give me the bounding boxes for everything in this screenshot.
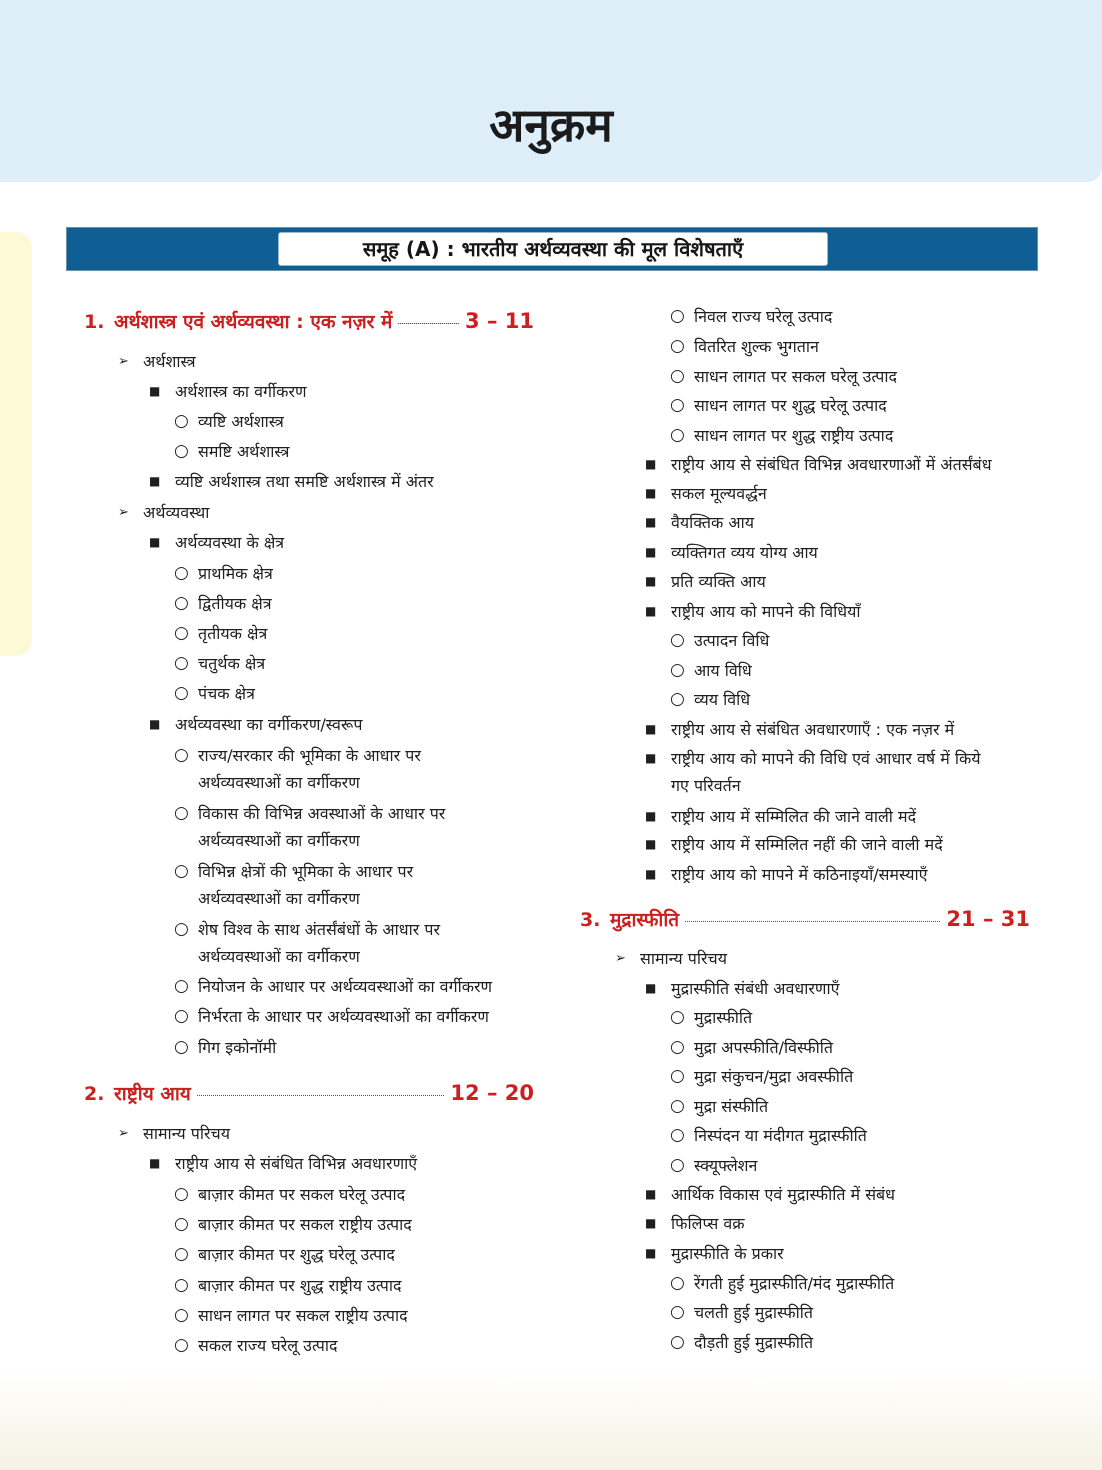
toc-entry-text: व्यक्तिगत व्यय योग्य आय: [671, 543, 818, 562]
circle-bullet-icon: ○: [174, 411, 189, 431]
toc-entry[interactable]: [645, 745, 981, 795]
square-bullet-icon: ■: [645, 722, 657, 736]
chapter-title: अर्थशास्त्र एवं अर्थव्यवस्था : एक नज़र में: [114, 311, 393, 333]
toc-entry[interactable]: [670, 1122, 867, 1149]
toc-entry[interactable]: [645, 1240, 784, 1267]
toc-entry-text: बाज़ार कीमत पर शुद्ध घरेलू उत्पाद: [198, 1245, 395, 1264]
toc-entry[interactable]: [670, 1004, 753, 1031]
toc-entry-text: बाज़ार कीमत पर शुद्ध राष्ट्रीय उत्पाद: [198, 1276, 402, 1295]
toc-entry-text: मुद्रास्फीति के प्रकार: [671, 1244, 784, 1263]
header-band: [0, 0, 1102, 182]
toc-entry[interactable]: [174, 680, 255, 707]
toc-entry[interactable]: [645, 861, 928, 888]
square-bullet-icon: ■: [149, 474, 161, 488]
toc-entry-text: वितरित शुल्क भुगतान: [694, 337, 819, 356]
toc-entry[interactable]: [174, 1241, 395, 1268]
toc-entry-text: निस्पंदन या मंदीगत मुद्रास्फीति: [694, 1126, 867, 1145]
toc-entry-text: राष्ट्रीय आय से संबंधित अवधारणाएँ : एक नज़र में: [671, 720, 955, 739]
toc-entry[interactable]: [118, 499, 210, 526]
square-bullet-icon: ■: [149, 384, 161, 398]
chapter-title: मुद्रास्फीति: [610, 909, 680, 931]
circle-bullet-icon: ○: [174, 976, 189, 996]
toc-entry[interactable]: [174, 1181, 406, 1208]
toc-entry-text: चलती हुई मुद्रास्फीति: [694, 1303, 813, 1322]
chapter-2-heading[interactable]: [84, 1080, 534, 1106]
toc-entry-text: समष्टि अर्थशास्त्र: [198, 442, 290, 461]
toc-entry[interactable]: [174, 916, 441, 966]
square-bullet-icon: ■: [645, 457, 657, 471]
toc-entry-text: शेष विश्व के साथ अंतर्संबंधों के आधार पर: [198, 920, 441, 939]
toc-entry-text: नियोजन के आधार पर अर्थव्यवस्थाओं का वर्गीकरण: [198, 977, 493, 996]
arrow-bullet-icon: ➢: [118, 354, 129, 369]
circle-bullet-icon: ○: [174, 745, 189, 765]
toc-entry[interactable]: [645, 803, 917, 830]
toc-entry-text: सकल मूल्यवर्द्धन: [671, 484, 767, 503]
chapter-number: 1.: [84, 311, 105, 333]
circle-bullet-icon: ○: [174, 861, 189, 881]
circle-bullet-icon: ○: [174, 1305, 189, 1325]
toc-entry-text: प्राथमिक क्षेत्र: [198, 564, 273, 583]
toc-entry[interactable]: [174, 650, 266, 677]
toc-entry[interactable]: [645, 568, 766, 595]
circle-bullet-icon: ○: [670, 1302, 685, 1322]
toc-entry[interactable]: [149, 529, 285, 556]
toc-entry[interactable]: [670, 1034, 833, 1061]
toc-entry-text: साधन लागत पर शुद्ध घरेलू उत्पाद: [694, 396, 887, 415]
toc-entry-text: सामान्य परिचय: [640, 949, 727, 968]
toc-entry-text: प्रति व्यक्ति आय: [671, 572, 766, 591]
toc-entry[interactable]: [645, 975, 840, 1002]
toc-entry[interactable]: [174, 800, 446, 850]
circle-bullet-icon: ○: [174, 1037, 189, 1057]
toc-entry[interactable]: [118, 1120, 230, 1147]
chapter-title: राष्ट्रीय आय: [114, 1083, 191, 1105]
chapter-number: 2.: [84, 1083, 105, 1105]
circle-bullet-icon: ○: [174, 1275, 189, 1295]
circle-bullet-icon: ○: [670, 1066, 685, 1086]
side-tab: [0, 232, 32, 656]
toc-entry-text: दौड़ती हुई मुद्रास्फीति: [694, 1333, 814, 1352]
circle-bullet-icon: ○: [670, 630, 685, 650]
dot-leader: [398, 323, 459, 324]
circle-bullet-icon: ○: [670, 425, 685, 445]
square-bullet-icon: ■: [149, 535, 161, 549]
toc-entry-text: साधन लागत पर सकल राष्ट्रीय उत्पाद: [198, 1306, 408, 1325]
circle-bullet-icon: ○: [670, 336, 685, 356]
toc-entry[interactable]: [615, 945, 727, 972]
toc-entry-text: मुद्रा अपस्फीति/विस्फीति: [694, 1038, 833, 1057]
toc-entry-text-continued: गए परिवर्तन: [671, 776, 741, 795]
square-bullet-icon: ■: [645, 1246, 657, 1260]
toc-entry-text: आय विधि: [694, 661, 752, 680]
toc-entry-text: चतुर्थक क्षेत्र: [198, 654, 266, 673]
toc-entry-text: मुद्रास्फीति: [694, 1008, 753, 1027]
toc-entry-text: साधन लागत पर शुद्ध राष्ट्रीय उत्पाद: [694, 426, 894, 445]
chapter-pages: 3 – 11: [465, 309, 534, 333]
square-bullet-icon: ■: [645, 545, 657, 559]
circle-bullet-icon: ○: [174, 563, 189, 583]
toc-entry-text: राष्ट्रीय आय को मापने में कठिनाइयाँ/समस्याएँ: [671, 865, 928, 884]
toc-entry-text-continued: अर्थव्यवस्थाओं का वर्गीकरण: [198, 947, 360, 966]
toc-entry-text: विभिन्न क्षेत्रों की भूमिका के आधार पर: [198, 862, 414, 881]
square-bullet-icon: ■: [149, 717, 161, 731]
circle-bullet-icon: ○: [670, 1273, 685, 1293]
toc-entry-text: पंचक क्षेत्र: [198, 684, 255, 703]
circle-bullet-icon: ○: [174, 593, 189, 613]
toc-entry-text-continued: अर्थव्यवस्थाओं का वर्गीकरण: [198, 889, 360, 908]
toc-entry-text: मुद्रा संस्फीति: [694, 1097, 769, 1116]
toc-entry[interactable]: [670, 303, 833, 330]
toc-entry-text: राष्ट्रीय आय से संबंधित विभिन्न अवधारणाओं में अंतर्संबंध: [671, 455, 992, 474]
toc-entry-text: व्यष्टि अर्थशास्त्र तथा समष्टि अर्थशास्त्र में अंतर: [175, 472, 434, 491]
square-bullet-icon: ■: [645, 981, 657, 995]
toc-entry[interactable]: [670, 1299, 813, 1326]
toc-entry[interactable]: [149, 711, 363, 738]
page-title: अनुक्रम: [489, 98, 613, 152]
toc-entry[interactable]: [670, 363, 897, 390]
circle-bullet-icon: ○: [174, 1244, 189, 1264]
toc-entry[interactable]: [670, 1329, 814, 1356]
circle-bullet-icon: ○: [670, 1332, 685, 1352]
toc-entry[interactable]: [645, 716, 955, 743]
toc-entry-text: राष्ट्रीय आय को मापने की विधियाँ: [671, 602, 861, 621]
toc-entry-text: निर्भरता के आधार पर अर्थव्यवस्थाओं का वर्गीकरण: [198, 1007, 489, 1026]
chapter-pages: 21 – 31: [946, 907, 1030, 931]
toc-entry-text: अर्थव्यवस्था के क्षेत्र: [175, 533, 285, 552]
toc-entry-text: द्वितीयक क्षेत्र: [198, 594, 272, 613]
toc-entry[interactable]: [174, 438, 290, 465]
toc-entry[interactable]: [174, 620, 268, 647]
toc-entry-text: उत्पादन विधि: [694, 631, 770, 650]
toc-entry[interactable]: [174, 1211, 412, 1238]
group-heading: समूह (A) : भारतीय अर्थव्यवस्था की मूल विशेषताएँ: [278, 232, 828, 266]
toc-entry-text: अर्थव्यवस्था का वर्गीकरण/स्वरूप: [175, 715, 363, 734]
toc-entry[interactable]: [670, 657, 752, 684]
arrow-bullet-icon: ➢: [615, 951, 626, 966]
arrow-bullet-icon: ➢: [118, 505, 129, 520]
toc-entry[interactable]: [645, 451, 992, 478]
toc-entry-text: निवल राज्य घरेलू उत्पाद: [694, 307, 833, 326]
toc-entry[interactable]: [670, 333, 819, 360]
toc-entry-text: राष्ट्रीय आय को मापने की विधि एवं आधार वर्ष में किये: [671, 749, 981, 768]
toc-entry[interactable]: [645, 480, 767, 507]
toc-entry[interactable]: [174, 560, 273, 587]
square-bullet-icon: ■: [645, 486, 657, 500]
toc-entry[interactable]: [174, 742, 421, 792]
toc-entry[interactable]: [670, 422, 894, 449]
circle-bullet-icon: ○: [174, 441, 189, 461]
toc-entry-text: मुद्रा संकुचन/मुद्रा अवस्फीति: [694, 1067, 854, 1086]
circle-bullet-icon: ○: [670, 1155, 685, 1175]
circle-bullet-icon: ○: [174, 919, 189, 939]
toc-entry-text: राष्ट्रीय आय में सम्मिलित की जाने वाली मदें: [671, 807, 917, 826]
circle-bullet-icon: ○: [174, 623, 189, 643]
bottom-band: [0, 1370, 1102, 1470]
toc-entry[interactable]: [645, 598, 861, 625]
toc-entry[interactable]: [149, 1150, 418, 1177]
toc-entry-text: सकल राज्य घरेलू उत्पाद: [198, 1336, 338, 1355]
toc-entry[interactable]: [174, 590, 272, 617]
circle-bullet-icon: ○: [670, 1125, 685, 1145]
circle-bullet-icon: ○: [670, 366, 685, 386]
square-bullet-icon: ■: [645, 751, 657, 765]
toc-entry[interactable]: [174, 1332, 338, 1359]
circle-bullet-icon: ○: [174, 653, 189, 673]
toc-entry-text: व्यय विधि: [694, 690, 751, 709]
toc-entry-text-continued: अर्थव्यवस्थाओं का वर्गीकरण: [198, 831, 360, 850]
toc-entry-text: राज्य/सरकार की भूमिका के आधार पर: [198, 746, 421, 765]
toc-entry[interactable]: [174, 1302, 408, 1329]
dot-leader: [685, 921, 940, 922]
toc-entry[interactable]: [670, 1063, 854, 1090]
square-bullet-icon: ■: [645, 1187, 657, 1201]
toc-entry[interactable]: [645, 539, 818, 566]
toc-entry[interactable]: [645, 831, 943, 858]
circle-bullet-icon: ○: [174, 1335, 189, 1355]
toc-entry[interactable]: [670, 1270, 895, 1297]
chapter-number: 3.: [580, 909, 601, 931]
circle-bullet-icon: ○: [670, 306, 685, 326]
chapter-pages: 12 – 20: [450, 1081, 534, 1105]
toc-entry[interactable]: [174, 1003, 489, 1030]
circle-bullet-icon: ○: [670, 395, 685, 415]
toc-entry[interactable]: [149, 468, 434, 495]
toc-entry-text: अर्थव्यवस्था: [143, 503, 210, 522]
toc-entry-text: बाज़ार कीमत पर सकल घरेलू उत्पाद: [198, 1185, 406, 1204]
toc-entry-text: विकास की विभिन्न अवस्थाओं के आधार पर: [198, 804, 446, 823]
toc-entry[interactable]: [149, 378, 307, 405]
toc-entry-text: स्क्यूफ्लेशन: [694, 1156, 758, 1175]
toc-entry[interactable]: [118, 348, 196, 375]
square-bullet-icon: ■: [645, 867, 657, 881]
toc-entry[interactable]: [174, 1034, 277, 1061]
dot-leader: [197, 1095, 445, 1096]
circle-bullet-icon: ○: [670, 660, 685, 680]
toc-entry-text: अर्थशास्त्र: [143, 352, 196, 371]
toc-entry-text: फिलिप्स वक्र: [671, 1214, 745, 1233]
toc-entry-text: तृतीयक क्षेत्र: [198, 624, 268, 643]
circle-bullet-icon: ○: [670, 1096, 685, 1116]
toc-entry-text: बाज़ार कीमत पर सकल राष्ट्रीय उत्पाद: [198, 1215, 412, 1234]
toc-entry[interactable]: [670, 1152, 758, 1179]
toc-entry[interactable]: [645, 1181, 896, 1208]
square-bullet-icon: ■: [645, 1216, 657, 1230]
toc-entry[interactable]: [670, 686, 751, 713]
circle-bullet-icon: ○: [670, 1037, 685, 1057]
toc-entry[interactable]: [174, 858, 414, 908]
toc-entry[interactable]: [670, 627, 770, 654]
square-bullet-icon: ■: [645, 574, 657, 588]
toc-entry[interactable]: [174, 408, 284, 435]
toc-entry[interactable]: [645, 1210, 745, 1237]
toc-entry-text-continued: अर्थव्यवस्थाओं का वर्गीकरण: [198, 773, 360, 792]
circle-bullet-icon: ○: [174, 1214, 189, 1234]
toc-entry[interactable]: [670, 1093, 769, 1120]
toc-entry-text: वैयक्तिक आय: [671, 513, 755, 532]
circle-bullet-icon: ○: [174, 1184, 189, 1204]
toc-entry[interactable]: [670, 392, 887, 419]
toc-entry-text: मुद्रास्फीति संबंधी अवधारणाएँ: [671, 979, 840, 998]
circle-bullet-icon: ○: [174, 683, 189, 703]
chapter-3-heading[interactable]: [580, 906, 1030, 932]
chapter-1-heading[interactable]: [84, 308, 534, 334]
toc-entry-text: साधन लागत पर सकल घरेलू उत्पाद: [694, 367, 897, 386]
circle-bullet-icon: ○: [670, 689, 685, 709]
square-bullet-icon: ■: [149, 1156, 161, 1170]
square-bullet-icon: ■: [645, 837, 657, 851]
toc-entry[interactable]: [174, 973, 493, 1000]
circle-bullet-icon: ○: [174, 1006, 189, 1026]
toc-entry-text: अर्थशास्त्र का वर्गीकरण: [175, 382, 307, 401]
toc-entry-text: सामान्य परिचय: [143, 1124, 230, 1143]
toc-entry-text: राष्ट्रीय आय से संबंधित विभिन्न अवधारणाएँ: [175, 1154, 418, 1173]
toc-entry-text: आर्थिक विकास एवं मुद्रास्फीति में संबंध: [671, 1185, 896, 1204]
toc-entry-text: गिग इकोनॉमी: [198, 1038, 277, 1057]
square-bullet-icon: ■: [645, 809, 657, 823]
circle-bullet-icon: ○: [670, 1007, 685, 1027]
toc-entry-text: राष्ट्रीय आय में सम्मिलित नहीं की जाने वाली मदें: [671, 835, 943, 854]
arrow-bullet-icon: ➢: [118, 1126, 129, 1141]
toc-entry[interactable]: [645, 509, 755, 536]
square-bullet-icon: ■: [645, 604, 657, 618]
toc-entry-text: व्यष्टि अर्थशास्त्र: [198, 412, 284, 431]
square-bullet-icon: ■: [645, 515, 657, 529]
toc-entry-text: रेंगती हुई मुद्रास्फीति/मंद मुद्रास्फीति: [694, 1274, 895, 1293]
circle-bullet-icon: ○: [174, 803, 189, 823]
toc-entry[interactable]: [174, 1272, 402, 1299]
